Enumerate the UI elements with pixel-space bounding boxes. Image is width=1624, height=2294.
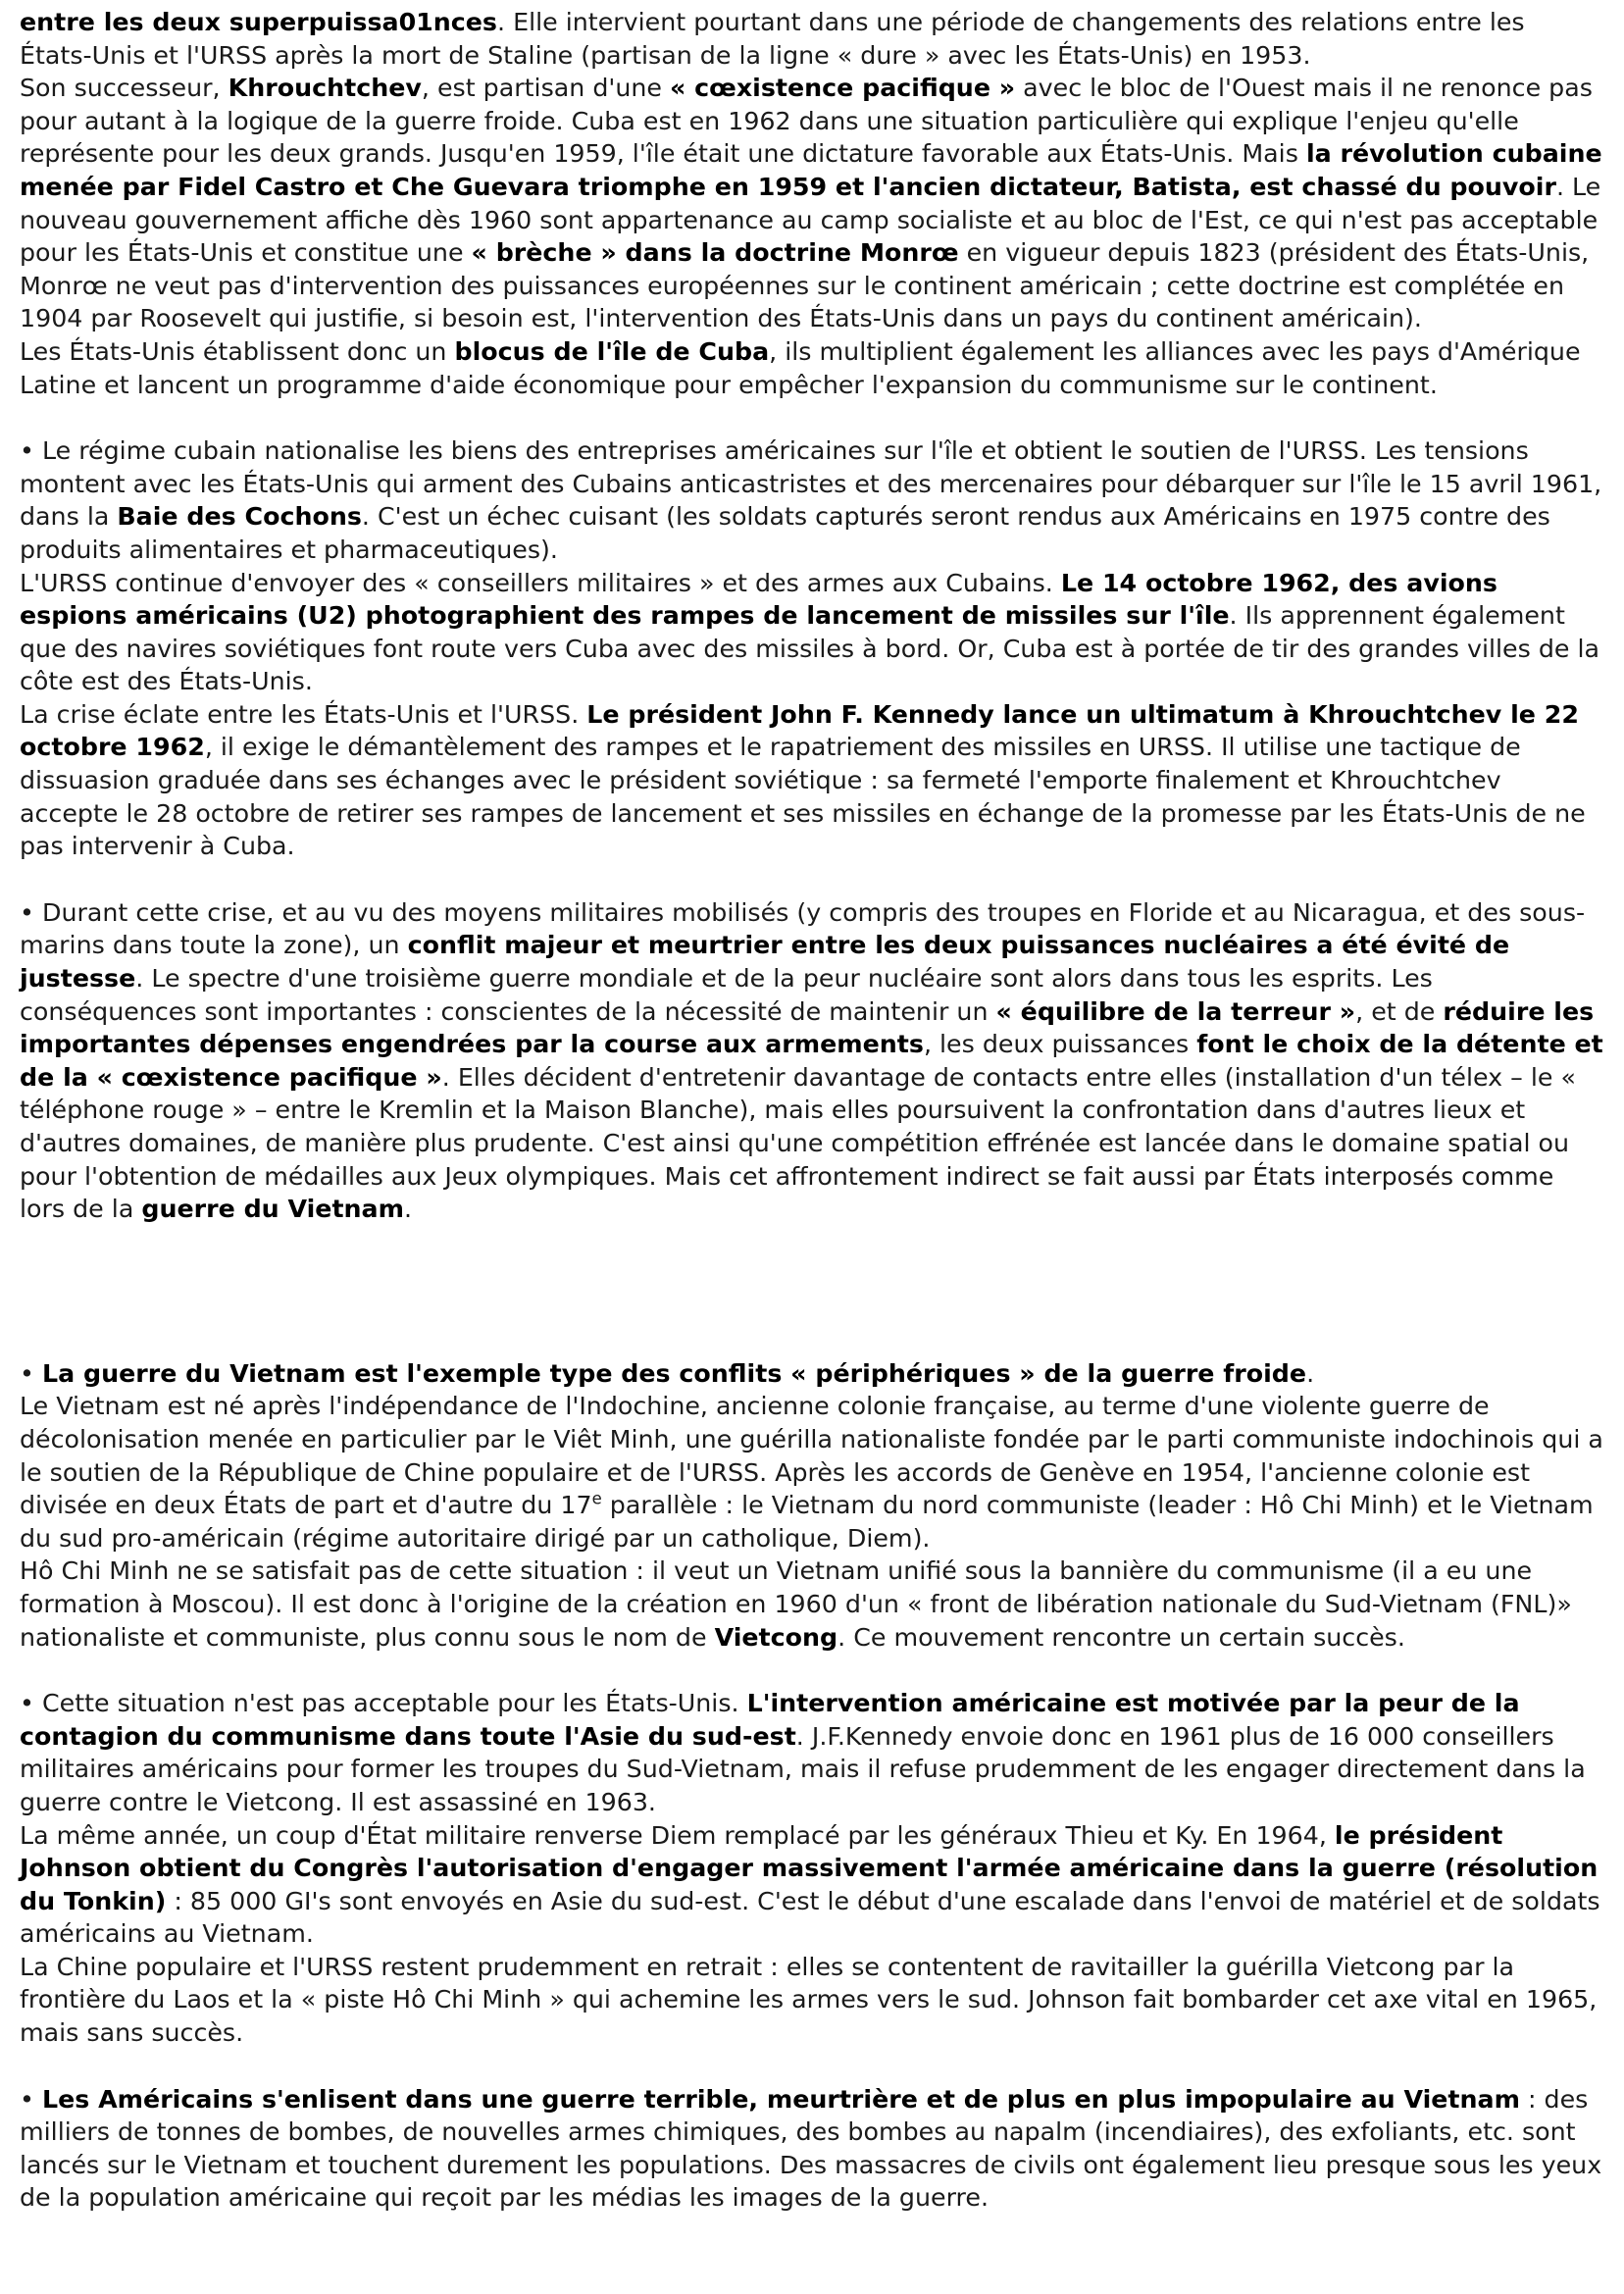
text-run: , les deux puissances [923, 1030, 1197, 1059]
paragraph [20, 2083, 1604, 2215]
text-run: Hô Chi Minh ne se satisfait pas de cette situation : il veut un Vietnam unifié sous la bannière du communisme (il a eu une formation à Moscou). Il est donc à l'origine de la création en 1960 d'un « front de libération nationale du Sud-Vietnam (FNL)» nationaliste et communiste, plus connu sous le nom de [20, 1556, 1572, 1652]
text-run: La crise éclate entre les États-Unis et l'URSS. [20, 699, 587, 729]
text-run: , et de [1355, 996, 1444, 1026]
text-run: , il exige le démantèlement des rampes et le rapatriement des missiles en URSS. Il utilise une tactique de dissuasion graduée dans ses échanges avec le président soviétique : sa fermeté l'emporte finalement et Khrouchtchev accepte le 28 octobre de retirer ses rampes de lancement et ses missiles en échange de la promesse par les États-Unis de ne pas intervenir à Cuba. [20, 733, 1586, 861]
paragraph [20, 72, 1604, 335]
text-run: Les États-Unis établissent donc un [20, 336, 455, 366]
bold-text: entre les deux superpuissa01nces [20, 8, 497, 36]
text-run: . Elles décident d'entretenir davantage de contacts entre elles (installation d'un télex – le « téléphone rouge » – entre le Kremlin et la Maison Blanche), mais elles poursuivent la confrontation dans d'autres lieux et d'autres domaines, de manière plus prudente. C'est ainsi qu'une compétition effrénée est lancée dans le domaine spatial ou pour l'obtention de médailles aux Jeux olympiques. Mais cet affrontement indirect se fait aussi par États interposés comme lors de la [20, 1062, 1576, 1224]
bold-text: Khrouchtchev [228, 74, 422, 103]
bold-text: La guerre du Vietnam est l'exemple type des conflits « périphériques » de la guerre froide [41, 1358, 1307, 1388]
bold-text: conflit majeur et meurtrier entre les deux puissances nucléaires a été évité de justesse [20, 931, 1510, 994]
bold-text: font le choix de la détente et de la « cœxistence pacifique » [20, 1030, 1603, 1092]
bold-text: Baie des Cochons [117, 502, 362, 532]
text-run: Son successeur, [20, 74, 228, 103]
text-run: parallèle : le Vietnam du nord communiste (leader : Hô Chi Minh) et le Vietnam du sud pro-américain (régime autoritaire dirigé par un catholique, Diem). [20, 1491, 1594, 1553]
text-run: Le Vietnam est né après l'indépendance de l'Indochine, ancienne colonie française, au terme d'une violente guerre de décolonisation menée en particulier par le Viêt Minh, une guérilla nationaliste fondée par le parti communiste indochinois qui a le soutien de la République de Chine populaire et de l'URSS. Après les accords de Genève en 1954, l'ancienne colonie est divisée en deux États de part et d'autre du 17 [20, 1392, 1603, 1520]
text-run: , ils multiplient également les alliances avec les pays d'Amérique Latine et lancent un programme d'aide économique pour empêcher l'expansion du communisme sur le continent. [20, 336, 1581, 399]
bold-text: Le 14 octobre 1962, des avions espions américains (U2) photographient des rampes de lancement de missiles sur l'île [20, 568, 1497, 631]
text-run: . Elle intervient pourtant dans une période de changements des relations entre les États-Unis et l'URSS après la mort de Staline (partisan de la ligne « dure » avec les États-Unis) en 1953. [20, 8, 1525, 70]
text-run: en vigueur depuis 1823 (président des États-Unis, Monrœ ne veut pas d'intervention des puissances européennes sur le continent américain ; cette doctrine est complétée en 1904 par Roosevelt qui justifie, si besoin est, l'intervention des États-Unis dans un pays du continent américain). [20, 238, 1590, 333]
text-run: . Le nouveau gouvernement affiche dès 1960 sont appartenance au camp socialiste et au bloc de l'Est, ce qui n'est pas acceptable pour les États-Unis et constitue une [20, 172, 1601, 268]
paragraph [20, 1951, 1604, 2050]
bold-text: Le président John F. Kennedy lance un ultimatum à Khrouchtchev le 22 octobre 1962 [20, 699, 1579, 762]
text-run: • [20, 1358, 42, 1388]
text-run: La même année, un coup d'État militaire renverse Diem remplacé par les généraux Thieu et Ky. En 1964, [20, 1820, 1335, 1850]
bold-text: « équilibre de la terreur » [995, 996, 1356, 1026]
text-run: . Le spectre d'une troisième guerre mondiale et de la peur nucléaire sont alors dans tous les esprits. Les conséquences sont importantes : conscientes de la nécessité de maintenir un [20, 964, 1433, 1026]
paragraph [20, 335, 1604, 401]
paragraph [20, 567, 1604, 698]
text-run: : 85 000 GI's sont envoyés en Asie du sud-est. C'est le début d'une escalade dans l'envoi de matériel et de soldats américains au Vietnam. [20, 1886, 1600, 1949]
bold-text: réduire les importantes dépenses engendrées par la course aux armements [20, 996, 1595, 1059]
text-run: • Durant cette crise, et au vu des moyens militaires mobilisés (y compris des troupes en Floride et au Nicaragua, et des sous-marins dans toute la zone), un [20, 897, 1586, 960]
paragraph-spacer [20, 1654, 1604, 1687]
text-run: • [20, 2084, 42, 2114]
text-run: . J.F.Kennedy envoie donc en 1961 plus de 16 000 conseillers militaires américains pour former les troupes du Sud-Vietnam, mais il refuse prudemment de les engager directement dans la guerre contre le Vietcong. Il est assassiné en 1963. [20, 1721, 1586, 1816]
text-run: . Ils apprennent également que des navires soviétiques font route vers Cuba avec des missiles à bord. Or, Cuba est à portée de tir des grandes villes de la côte est des États-Unis. [20, 601, 1600, 696]
paragraph [20, 698, 1604, 863]
paragraph [20, 1357, 1604, 1391]
paragraph-spacer [20, 1226, 1604, 1357]
bold-text: guerre du Vietnam [141, 1195, 404, 1224]
text-run: • Le régime cubain nationalise les biens des entreprises américaines sur l'île et obtient le soutien de l'URSS. Les tensions montent avec les États-Unis qui arment des Cubains anticastristes et des mercenaires pour débarquer sur l'île le 15 avril 1961, dans la [20, 436, 1602, 532]
text-run: La Chine populaire et l'URSS restent prudemment en retrait : elles se contentent de ravitailler la guérilla Vietcong par la frontière du Laos et la « piste Hô Chi Minh » qui achemine les armes vers le sud. Johnson fait bombarder cet axe vital en 1965, mais sans succès. [20, 1952, 1598, 2048]
text-run: , est partisan d'une [421, 74, 671, 103]
paragraph [20, 896, 1604, 1226]
paragraph-spacer [20, 401, 1604, 434]
text-run: : des milliers de tonnes de bombes, de nouvelles armes chimiques, des bombes au napalm (incendiaires), des exfoliants, etc. sont lancés sur le Vietnam et touchent durement les populations. Des massacres de civils ont également lieu presque sous les yeux de la population américaine qui reçoit par les médias les images de la guerre. [20, 2084, 1602, 2213]
paragraph [20, 6, 1604, 72]
text-run: . C'est un échec cuisant (les soldats capturés seront rendus aux Américains en 1975 contre des produits alimentaires et pharmaceutiques). [20, 502, 1550, 564]
superscript: e [591, 1489, 602, 1508]
bold-text: blocus de l'île de Cuba [454, 336, 770, 366]
paragraph [20, 1819, 1604, 1951]
text-run: avec le bloc de l'Ouest mais il ne renonce pas pour autant à la logique de la guerre froide. Cuba est en 1962 dans une situation particulière qui explique l'enjeu qu'elle représente pour les deux grands. Jusqu'en 1959, l'île était une dictature favorable aux États-Unis. Mais [20, 74, 1593, 169]
paragraph-spacer [20, 2050, 1604, 2083]
paragraph-spacer [20, 863, 1604, 896]
bold-text: Les Américains s'enlisent dans une guerre terrible, meurtrière et de plus en plus impopulaire au Vietnam [41, 2084, 1520, 2114]
paragraph [20, 1555, 1604, 1654]
text-run: L'URSS continue d'envoyer des « conseillers militaires » et des armes aux Cubains. [20, 568, 1061, 597]
document-body [20, 6, 1604, 2215]
text-run: . [1306, 1358, 1315, 1388]
bold-text: Vietcong [714, 1622, 838, 1652]
bold-text: la révolution cubaine menée par Fidel Castro et Che Guevara triomphe en 1959 et l'ancien dictateur, Batista, est chassé du pouvoir [20, 139, 1602, 201]
text-run: . Ce mouvement rencontre un certain succès. [837, 1622, 1405, 1652]
bold-text: « brèche » dans la doctrine Monrœ [471, 238, 959, 268]
bold-text: L'intervention américaine est motivée par la peur de la contagion du communisme dans toute l'Asie du sud-est [20, 1689, 1520, 1751]
text-run: . [403, 1195, 413, 1224]
paragraph [20, 1687, 1604, 1818]
text-run: • Cette situation n'est pas acceptable pour les États-Unis. [20, 1689, 747, 1718]
bold-text: « cœxistence pacifique » [670, 74, 1016, 103]
bold-text: le président Johnson obtient du Congrès l'autorisation d'engager massivement l'armée américaine dans la guerre (résolution du Tonkin) [20, 1820, 1599, 1915]
paragraph [20, 1390, 1604, 1555]
paragraph [20, 434, 1604, 566]
